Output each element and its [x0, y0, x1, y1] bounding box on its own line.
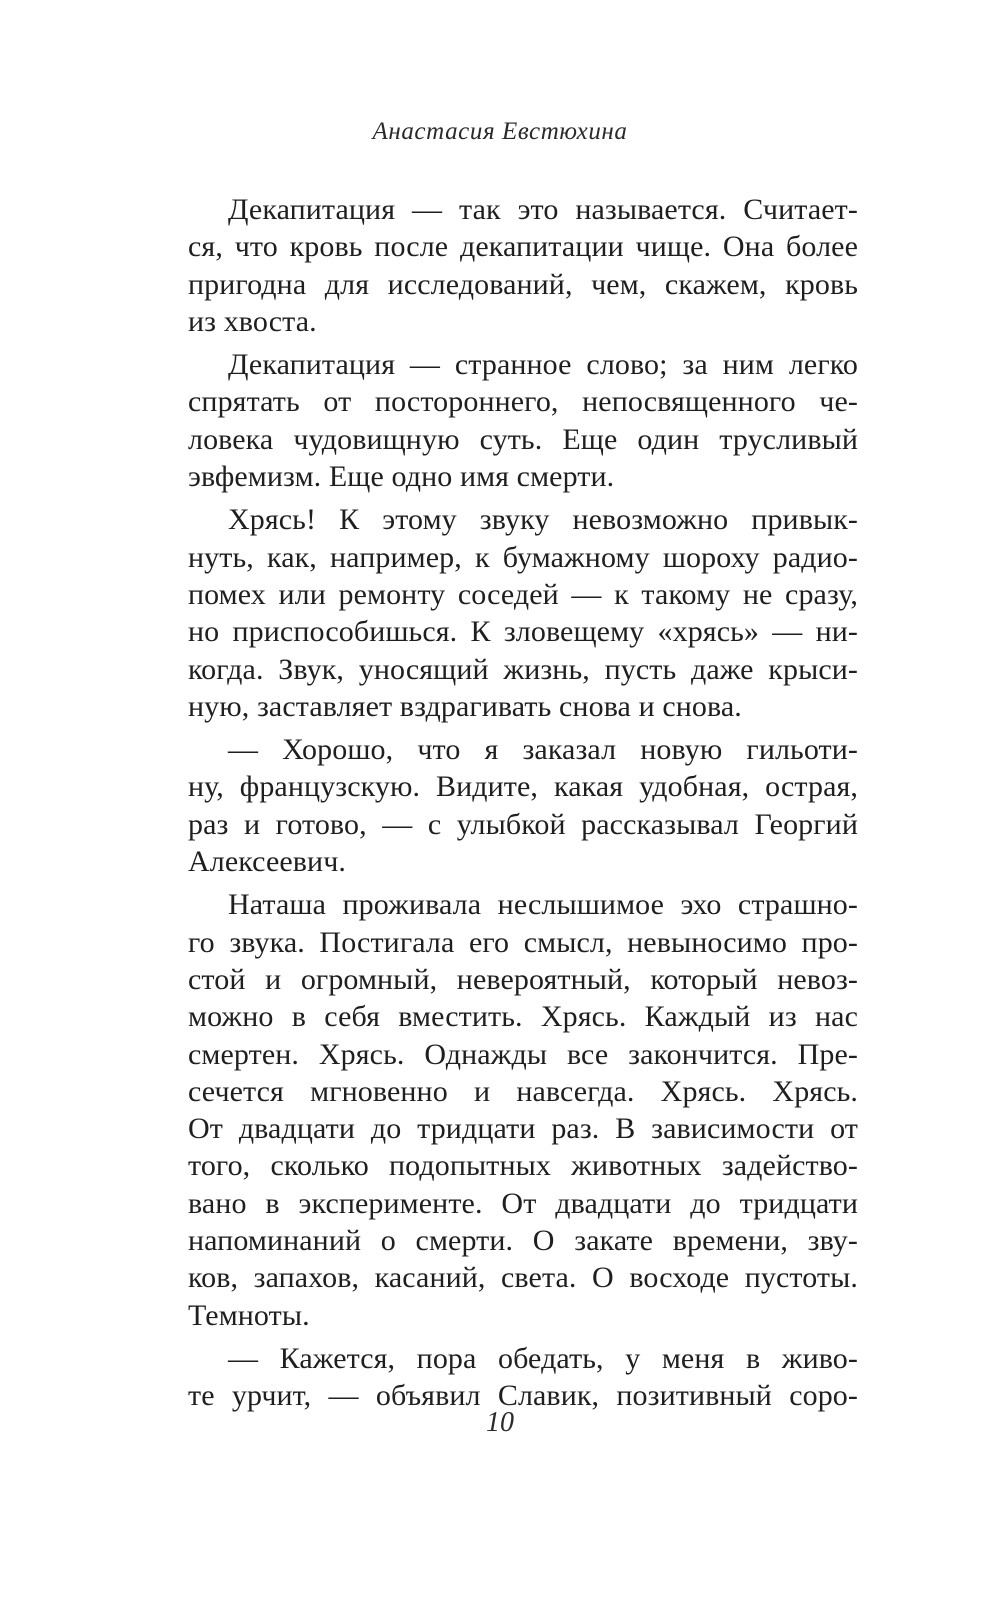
text-line: эвфемизм. Еще одно имя смерти.: [188, 460, 615, 494]
text-line: Хрясь! К этому звуку невозможно привык-: [228, 503, 858, 537]
text-line: Темноты.: [188, 1298, 310, 1332]
text-line: ну, французскую. Видите, какая удобная, острая,: [188, 770, 858, 804]
text-line: стой и огромный, невероятный, который невоз-: [188, 962, 858, 996]
paragraph: [188, 501, 858, 725]
text-line: ков, запахов, касаний, света. О восходе пустоты.: [188, 1261, 858, 1295]
text-line: спрятать от постороннего, непосвященного че-: [188, 385, 858, 419]
text-line: когда. Звук, уносящий жизнь, пусть даже крыси-: [188, 652, 858, 686]
text-line: ловека чудовищную суть. Еще один трусливый: [188, 422, 858, 456]
text-line: напоминаний о смерти. О закате времени, зву-: [188, 1224, 858, 1258]
paragraph: [188, 1340, 858, 1415]
text-line: Декапитация — так это называется. Считает-: [228, 193, 858, 226]
text-line: вано в эксперименте. От двадцати до тридцати: [188, 1186, 858, 1220]
running-header-author: Анастасия Евстюхина: [372, 118, 628, 145]
text-line: — Хорошо, что я заказал новую гильоти-: [228, 733, 858, 767]
text-line: сечется мгновенно и навсегда. Хрясь. Хрясь.: [188, 1074, 858, 1108]
text-line: ную, заставляет вздрагивать снова и снова.: [188, 689, 742, 723]
paragraph: [188, 191, 858, 340]
text-line: смертен. Хрясь. Однажды все закончится. Пре-: [188, 1037, 858, 1071]
text-line: — Кажется, пора обедать, у меня в живо-: [228, 1341, 858, 1375]
text-line: те урчит, — объявил Славик, позитивный соро-: [188, 1379, 858, 1413]
text-line: го звука. Постигала его смысл, невыносимо про-: [188, 925, 858, 959]
body-text: [188, 191, 858, 1415]
text-line: из хвоста.: [188, 304, 317, 338]
page-number: 10: [486, 1407, 514, 1438]
text-line: но приспособишься. К зловещему «хрясь» — ни-: [188, 615, 858, 649]
paragraph: [188, 886, 858, 1334]
text-line: нуть, как, например, к бумажному шороху радио-: [188, 540, 858, 574]
text-line: того, сколько подопытных животных задейство-: [188, 1149, 858, 1183]
text-line: можно в себя вместить. Хрясь. Каждый из нас: [188, 1000, 858, 1034]
text-line: Наташа проживала неслышимое эхо страшно-: [228, 888, 858, 922]
text-line: Декапитация — странное слово; за ним легко: [228, 348, 858, 382]
text-line: раз и готово, — с улыбкой рассказывал Георгий: [188, 807, 858, 841]
paragraph: [188, 346, 858, 495]
text-line: Алексеевич.: [188, 845, 346, 879]
text-line: От двадцати до тридцати раз. В зависимости от: [188, 1112, 858, 1146]
paragraph: [188, 731, 858, 880]
text-line: помех или ремонту соседей — к такому не сразу,: [188, 577, 858, 611]
text-line: ся, что кровь после декапитации чище. Она более: [188, 230, 858, 264]
text-line: пригодна для исследований, чем, скажем, кровь: [188, 267, 858, 301]
